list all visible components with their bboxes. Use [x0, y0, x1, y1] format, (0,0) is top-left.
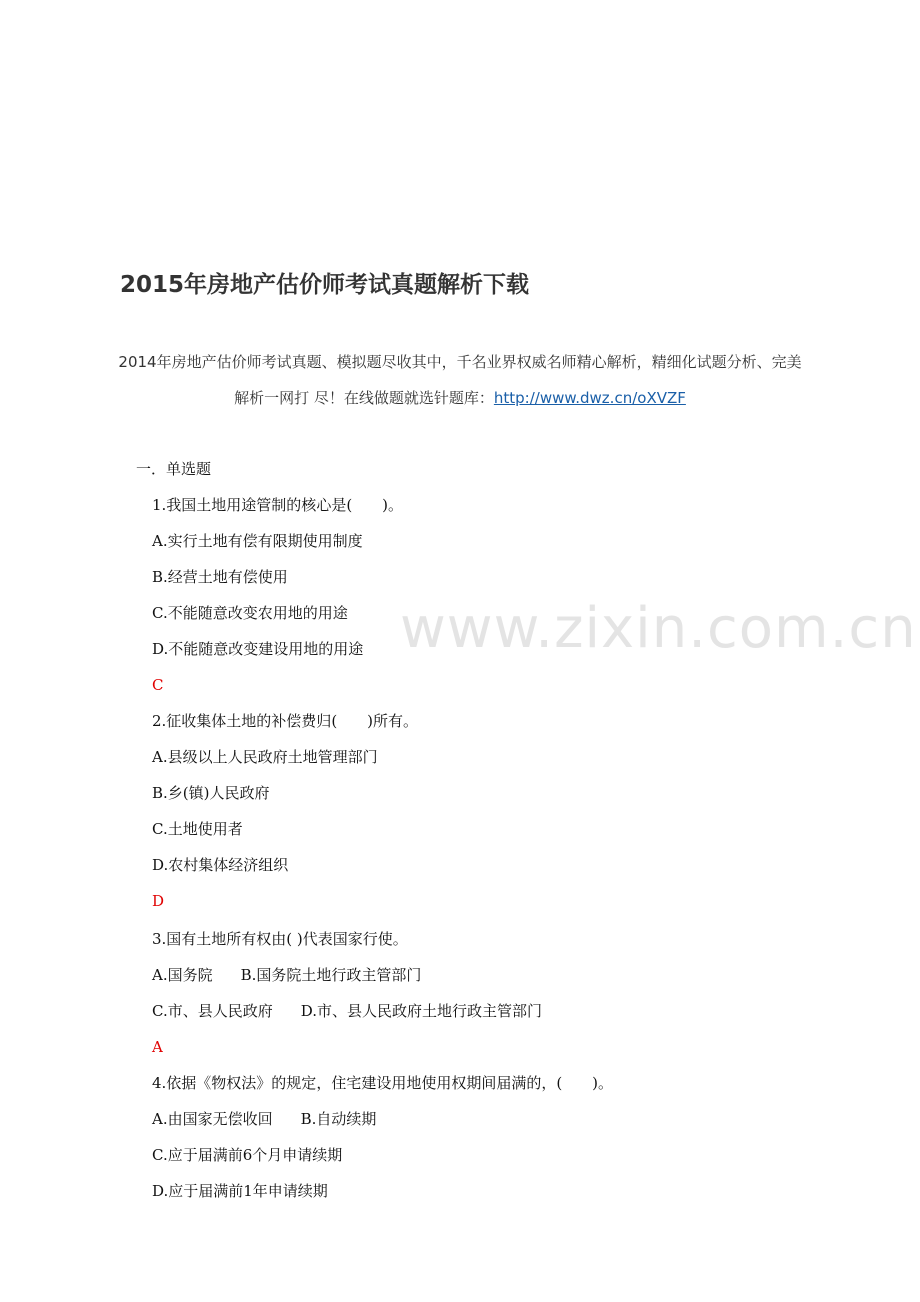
- question-1-option-d: D.不能随意改变建设用地的用途: [152, 640, 364, 658]
- question-3-options-cd: [152, 1000, 542, 1021]
- question-2-option-a: A.县级以上人民政府土地管理部门: [152, 748, 378, 766]
- question-1-option-a: A.实行土地有偿有限期使用制度: [152, 532, 363, 550]
- question-4-option-d: D.应于届满前1年申请续期: [152, 1182, 328, 1200]
- question-2-option-d: D.农村集体经济组织: [152, 856, 289, 874]
- question-4-option-c: C.应于届满前6个月申请续期: [152, 1146, 343, 1164]
- question-2-answer: D: [152, 892, 165, 910]
- question-4-option-b: B.自动续期: [300, 1110, 377, 1128]
- question-3-options-ab: [152, 964, 421, 985]
- question-3-option-a: A.国务院: [152, 966, 213, 984]
- section-heading: 一．单选题: [136, 460, 212, 478]
- document-title: 2015年房地产估价师考试真题解析下载: [120, 272, 530, 298]
- intro-text: 解析一网打 尽！在线做题就选针题库：: [234, 389, 494, 407]
- question-1-answer: C: [152, 676, 164, 694]
- question-3-option-b: B.国务院土地行政主管部门: [240, 966, 422, 984]
- question-4-options-ab: [152, 1108, 376, 1129]
- question-3-option-d: D.市、县人民政府土地行政主管部门: [300, 1002, 542, 1020]
- watermark: www.zixin.com.cn: [400, 596, 917, 661]
- question-2-stem: 2.征收集体土地的补偿费归( )所有。: [152, 712, 419, 730]
- question-3-answer: A: [152, 1038, 163, 1056]
- intro-line-1: 2014年房地产估价师考试真题、模拟题尽收其中，千名业界权威名师精心解析，精细化试题分析、完美: [118, 353, 802, 371]
- question-4-option-a: A.由国家无偿收回: [152, 1110, 273, 1128]
- question-1-stem: 1.我国土地用途管制的核心是( )。: [152, 496, 404, 514]
- question-1-option-b: B.经营土地有偿使用: [152, 568, 288, 586]
- question-1-option-c: C.不能随意改变农用地的用途: [152, 604, 348, 622]
- question-2-option-b: B.乡(镇)人民政府: [152, 784, 270, 802]
- question-2-option-c: C.土地使用者: [152, 820, 243, 838]
- question-4-stem: 4.依据《物权法》的规定，住宅建设用地使用权期间届满的，( )。: [152, 1074, 614, 1092]
- question-3-stem: 3.国有土地所有权由( )代表国家行使。: [152, 930, 408, 948]
- question-bank-link[interactable]: http://www.dwz.cn/oXVZF: [493, 389, 686, 407]
- intro-line-2: [60, 387, 860, 408]
- question-3-option-c: C.市、县人民政府: [152, 1002, 273, 1020]
